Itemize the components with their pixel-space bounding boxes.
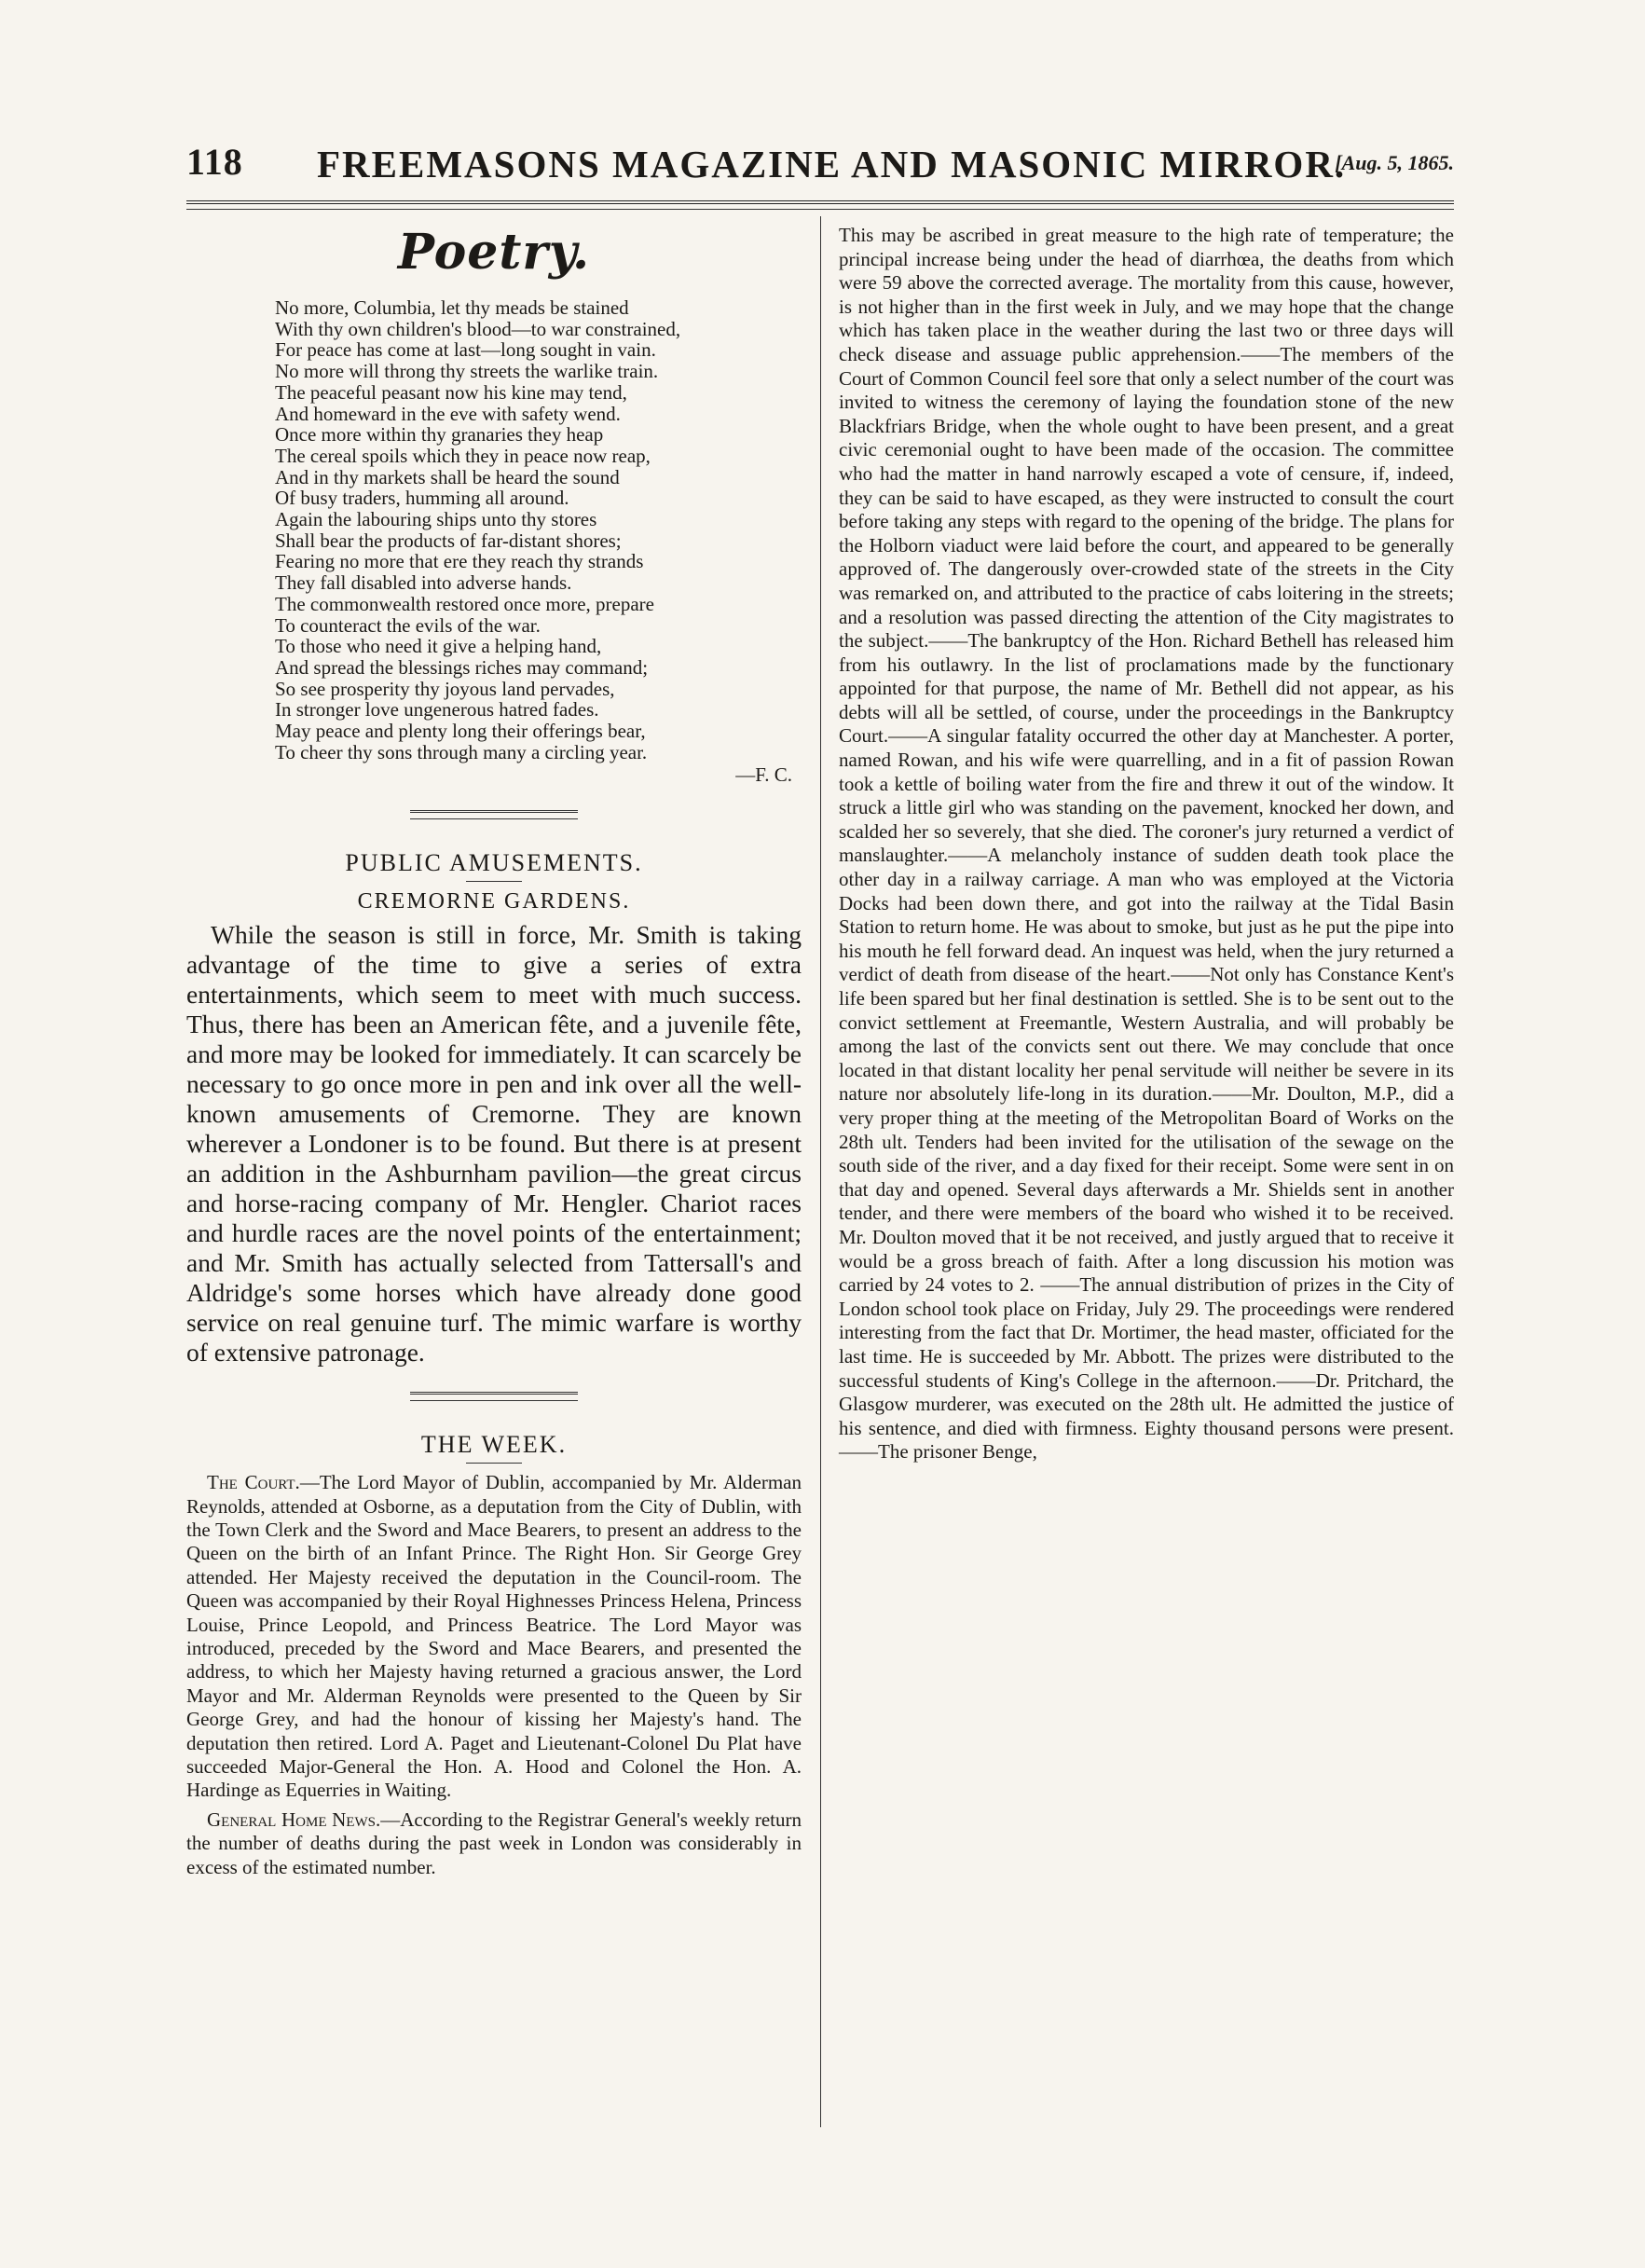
section-divider	[410, 810, 578, 819]
poem-line: Fearing no more that ere they reach thy strands	[275, 550, 644, 573]
court-lead: The Court.	[207, 1471, 300, 1494]
right-column	[839, 224, 1454, 1464]
poem-line: To counteract the evils of the war.	[275, 613, 541, 637]
header-rule	[186, 200, 1454, 204]
poem-line: They fall disabled into adverse hands.	[275, 571, 572, 595]
poem-line: The peaceful peasant now his kine may tend,	[275, 380, 627, 404]
poem-line: To cheer thy sons through many a circling year.	[275, 740, 648, 763]
heading-rule	[466, 1463, 522, 1464]
home-news-body: —According to the Registrar General's weekly return the number of deaths during the past week in London was considerably in excess of the estimated number.	[186, 1808, 802, 1878]
poem-line: So see prosperity thy joyous land pervades,	[275, 677, 615, 700]
poem-line: Once more within thy granaries they heap	[275, 423, 604, 447]
home-news-paragraph	[186, 1808, 802, 1879]
issue-date: [Aug. 5, 1865.	[1335, 151, 1454, 174]
poem-line: In stronger love ungenerous hatred fades.	[275, 698, 599, 722]
poem-line: Of busy traders, humming all around.	[275, 487, 569, 510]
magazine-title: FREEMASONS MAGAZINE AND MASONIC MIRROR.	[317, 143, 1347, 186]
poem-line: The commonwealth restored once more, prepare	[275, 592, 654, 615]
poem-line: Again the labouring ships unto thy stores	[275, 508, 597, 531]
poem-line: No more, Columbia, let thy meads be stained	[275, 296, 629, 319]
court-body: —The Lord Mayor of Dublin, accompanied by Mr. Alderman Reynolds, attended at Osborne, as a deputation from the City of Dublin, with the Town Clerk and the Sword and Mace Bearers, to present an address to the Queen on the birth of an Infant Prince. The Right Hon. Sir George Grey attended. Her Majesty received the deputation in the Council-room. The Queen was accompanied by their Royal Highnesses Princess Helena, Princess Louise, Prince Leopold, and Princess Beatrice. The Lord Mayor was introduced, preceded by the Sword and Mace Bearers, and presented the address, to which her Majesty having returned a gracious answer, the Lord Mayor and Mr. Alderman Reynolds were presented to the Queen by Sir George Grey, and had the honour of kissing her Majesty's hand. The deputation then retired. Lord A. Paget and Lieutenant-Colonel Du Plat have succeeded Major-General the Hon. A. Hood and Colonel the Hon. A. Hardinge as Equerries in Waiting.	[186, 1471, 802, 1802]
cremorne-subheading: CREMORNE GARDENS.	[357, 889, 631, 914]
poem-line: The cereal spoils which they in peace now reap,	[275, 444, 651, 467]
poem-line: And homeward in the eve with safety wend.	[275, 402, 621, 425]
column-divider	[820, 216, 821, 2127]
week-continuation: This may be ascribed in great measure to the high rate of temperature; the principal increase being under the head of diarrhœa, the deaths from which were 59 above the corrected average. The mortality from this cause, however, is not higher than in the first week in July, and we may hope that the change which has taken place in the weather during the last two or three days will check disease and assuage public apprehension.——The members of the Court of Common Council feel sore that only a select number of the court was invited to witness the ceremony of laying the foundation stone of the new Blackfriars Bridge, when the whole ought to have been present, and a great civic ceremonial ought to have been made of the occasion. The committee who had the matter in hand narrowly escaped a vote of censure, if, indeed, they can be said to have escaped, as they were instructed to consult the court before taking any steps with regard to the opening of the bridge. The plans for the Holborn viaduct were laid before the court, and appeared to be generally approved of. The dangerously over-crowded state of the streets in the City was remarked on, and attributed to the practice of cabs loitering in the streets; and a resolution was passed directing the attention of the City magistrates to the subject.——The bankruptcy of the Hon. Richard Bethell has released him from his outlawry. In the list of proclamations made by the functionary appointed for that purpose, the name of Mr. Bethell did not appear, as his debts will all be settled, of course, under the proceedings in the Bankruptcy Court.——A singular fatality occurred the other day at Manchester. A porter, named Rowan, and his wife were quarrelling, and in a fit of passion Rowan took a kettle of boiling water from the fire and threw it out of the window. It struck a little girl who was standing on the pavement, knocked her down, and scalded her so severely, that she died. The coroner's jury returned a verdict of manslaughter.——A melancholy instance of sudden death took place the other day in a railway carriage. A man who was employed at the Victoria Docks had been down there, and got into the railway at the Tidal Basin Station to return home. He was about to smoke, but just as he put the pipe into his mouth he fell forward dead. An inquest was held, when the jury returned a verdict of death from disease of the heart.——Not only has Constance Kent's life been spared but her final destination is settled. She is to be sent out to the convict settlement at Freemantle, Western Australia, and will probably be among the last of the convicts sent out there. We may conclude that once located in that distant locality her penal servitude will neither be severe in its nature nor absolutely life-long in its duration.——Mr. Doulton, M.P., did a very proper thing at the meeting of the Metropolitan Board of Works on the 28th ult. Tenders had been invited for the utilisation of the sewage on the south side of the river, and a day fixed for their receipt. Some were sent in on that day and opened. Several days afterwards a Mr. Shields sent in another tender, and there were members of the board who wished it to be received. Mr. Doulton moved that it be not received, and justly argued that to receive it would be a gross breach of faith. After a long discussion his motion was carried by 24 votes to 2. ——The annual distribution of prizes in the City of London school took place on Friday, July 29. The proceedings were rendered interesting from the fact that Dr. Mortimer, the head master, officiated for the last time. He is succeeded by Mr. Abbott. The prizes were distributed to the successful students of King's College in the afternoon.——Dr. Pritchard, the Glasgow murderer, was executed on the 28th ult. He admitted the justice of his sentence, and died with firmness. Eighty thousand persons were present.——The prisoner Benge,	[839, 224, 1454, 1464]
week-heading: THE WEEK.	[420, 1431, 568, 1459]
court-paragraph	[186, 1471, 802, 1803]
poem	[275, 297, 802, 786]
poem-signature: —F. C.	[735, 763, 792, 787]
header-rule-thin	[186, 209, 1454, 210]
poem-line: No more will throng thy streets the warlike train.	[275, 360, 659, 383]
page-header	[186, 140, 1454, 198]
poem-line: To those who need it give a helping hand,	[275, 635, 602, 658]
page-number: 118	[186, 141, 243, 183]
poem-line: For peace has come at last—long sought in vain.	[275, 338, 656, 362]
left-column	[186, 224, 802, 1879]
heading-rule	[466, 881, 522, 882]
poem-line: Shall bear the products of far-distant shores;	[275, 529, 622, 552]
amusements-heading: PUBLIC AMUSEMENTS.	[345, 849, 643, 877]
poem-line: With thy own children's blood—to war constrained,	[275, 317, 681, 340]
amusements-body: While the season is still in force, Mr. Smith is taking advantage of the time to give a series of extra entertainments, which seem to meet with much success. Thus, there has been an American fête, and a juvenile fête, and more may be looked for immediately. It can scarcely be necessary to go once more in pen and ink over all the well-known amusements of Cremorne. They are known wherever a Londoner is to be found. But there is at present an addition in the Ashburnham pavilion—the great circus and horse-racing company of Mr. Hengler. Chariot races and hurdle races are the novel points of the entertainment; and Mr. Smith has actually selected from Tattersall's and Aldridge's some horses which have already done good service on real genuine turf. The mimic warfare is worthy of extensive patronage.	[186, 920, 802, 1368]
poetry-heading: Poetry.	[397, 224, 591, 281]
poem-line: And spread the blessings riches may command;	[275, 655, 649, 679]
poem-line: And in thy markets shall be heard the sound	[275, 465, 620, 488]
poem-line: May peace and plenty long their offerings bear,	[275, 720, 646, 743]
home-news-lead: General Home News.	[207, 1808, 381, 1831]
section-divider	[410, 1392, 578, 1401]
